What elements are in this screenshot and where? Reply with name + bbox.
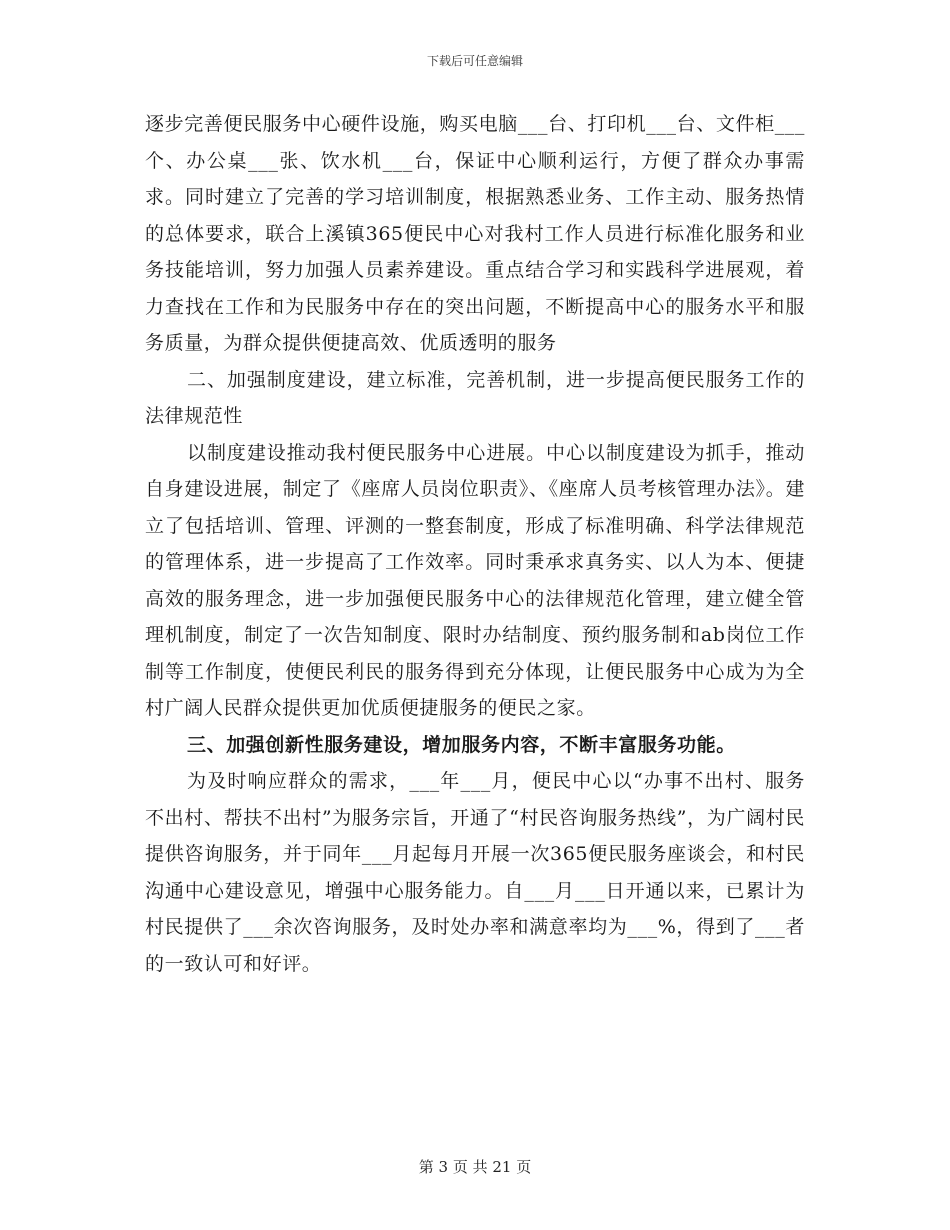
paragraph-hotline: 为及时响应群众的需求，___年___月，便民中心以“办事不出村、服务不出村、帮扶不出村”为服务宗旨，开通了“村民咨询服务热线”，为广阔村民提供咨询服务，并于同年___月起每月开展一次365便民服务座谈会，和村民沟通中心建设意见，增强中心服务能力。自___月___日开通以来，已累计为村民提供了___余次咨询服务，及时处办率和满意率均为___%，得到了___者的一致认可和好评。 [145,770,805,975]
paragraph-hardware: 逐步完善便民服务中心硬件设施，购买电脑___台、打印机___台、文件柜___个、办公桌___张、饮水机___台，保证中心顺利运行，方便了群众办事需求。同时建立了完善的学习培训制度，根据熟悉业务、工作主动、服务热情的总体要求，联合上溪镇365便民中心对我村工作人员进行标准化服务和业务技能培训，努力加强人员素养建设。重点结合学习和实践科学进展观，着力查找在工作和为民服务中存在的突出问题，不断提高中心的服务水平和服务质量，为群众提供便捷高效、优质透明的服务 [145,113,805,354]
section-heading-3: 三、加强创新性服务建设，增加服务内容，不断丰富服务功能。 [187,733,736,756]
paragraph-system-building: 以制度建设推动我村便民服务中心进展。中心以制度建设为抓手，推动自身建设进展，制定了《座席人员岗位职责》、《座席人员考核管理办法》。建立了包括培训、管理、评测的一整套制度，形成了标准明确、科学法律规范的管理体系，进一步提高了工作效率。同时秉承求真务实、以人为本、便捷高效的服务理念，进一步加强便民服务中心的法律规范化管理，建立健全管理机制度，制定了一次告知制度、限时办结制度、预约服务制和ab岗位工作制等工作制度，使便民利民的服务得到充分体现，让便民服务中心成为为全村广阔人民群众提供更加优质便捷服务的便民之家。 [145,441,805,719]
page-number: 第 3 页 共 21 页 [418,1158,532,1176]
section-heading-2: 二、加强制度建设，建立标准，完善机制，进一步提高便民服务工作的法律规范性 [145,368,805,427]
page-header: 下载后可任意编辑 [426,54,523,68]
document-body [145,106,805,982]
